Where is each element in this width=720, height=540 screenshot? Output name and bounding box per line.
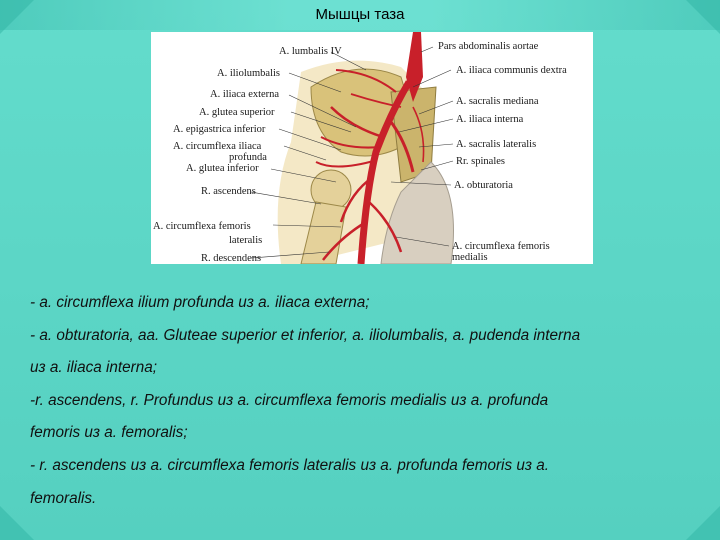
figure-label-left: A. circumflexa femoris	[153, 221, 251, 232]
figure-label-left: A. iliolumbalis	[217, 68, 280, 79]
corner-ornament-icon	[0, 506, 34, 540]
figure-label-right: A. obturatoria	[454, 180, 513, 191]
body-line: -r. ascendens, r. Profundus из a. circumflexa femoris medialis из a. profunda	[30, 391, 549, 409]
figure-label-right: A. iliaca communis dextra	[456, 65, 567, 76]
body-line: femoralis.	[30, 489, 97, 507]
figure-label-left: R. descendens	[201, 253, 262, 264]
body-line: из a. iliaca interna;	[30, 359, 158, 377]
figure-label-right: Pars abdominalis aortae	[438, 41, 539, 52]
figure-label-right: Rr. spinales	[456, 156, 505, 167]
body-line: femoris из a. femoralis;	[30, 424, 188, 442]
figure-label-left: A. epigastrica inferior	[173, 124, 266, 135]
figure-label-left: A. glutea inferior	[186, 163, 259, 174]
figure-label-right: A. circumflexa femoris	[452, 241, 550, 252]
figure-label-right: A. sacralis mediana	[456, 96, 539, 107]
figure-label-left: A. iliaca externa	[210, 89, 280, 100]
body-line: - a. circumflexa ilium profunda из a. iliaca externa;	[30, 294, 370, 311]
corner-ornament-icon	[686, 506, 720, 540]
figure-label-left: A. circumflexa iliaca	[173, 141, 262, 152]
body-text	[30, 287, 690, 515]
figure-label-left: profunda	[229, 152, 267, 163]
figure-label-right: A. sacralis lateralis	[456, 139, 537, 150]
anatomy-figure	[151, 32, 593, 264]
figure-label-left: lateralis	[229, 235, 263, 246]
figure-label-right: A. iliaca interna	[456, 114, 524, 125]
body-line: - a. obturatoria, aa. Gluteae superior et inferior, a. iliolumbalis, a. pudenda interna	[30, 326, 581, 344]
figure-label-left: A. lumbalis IV	[279, 46, 342, 57]
figure-label-left: R. ascendens	[201, 186, 256, 197]
figure-label-right: medialis	[452, 252, 488, 263]
body-line: - r. ascendens из a. circumflexa femoris lateralis из a. profunda femoris из a.	[30, 456, 549, 474]
figure-label-left: A. glutea superior	[199, 107, 275, 118]
slide-title: Мышцы таза	[315, 6, 405, 23]
